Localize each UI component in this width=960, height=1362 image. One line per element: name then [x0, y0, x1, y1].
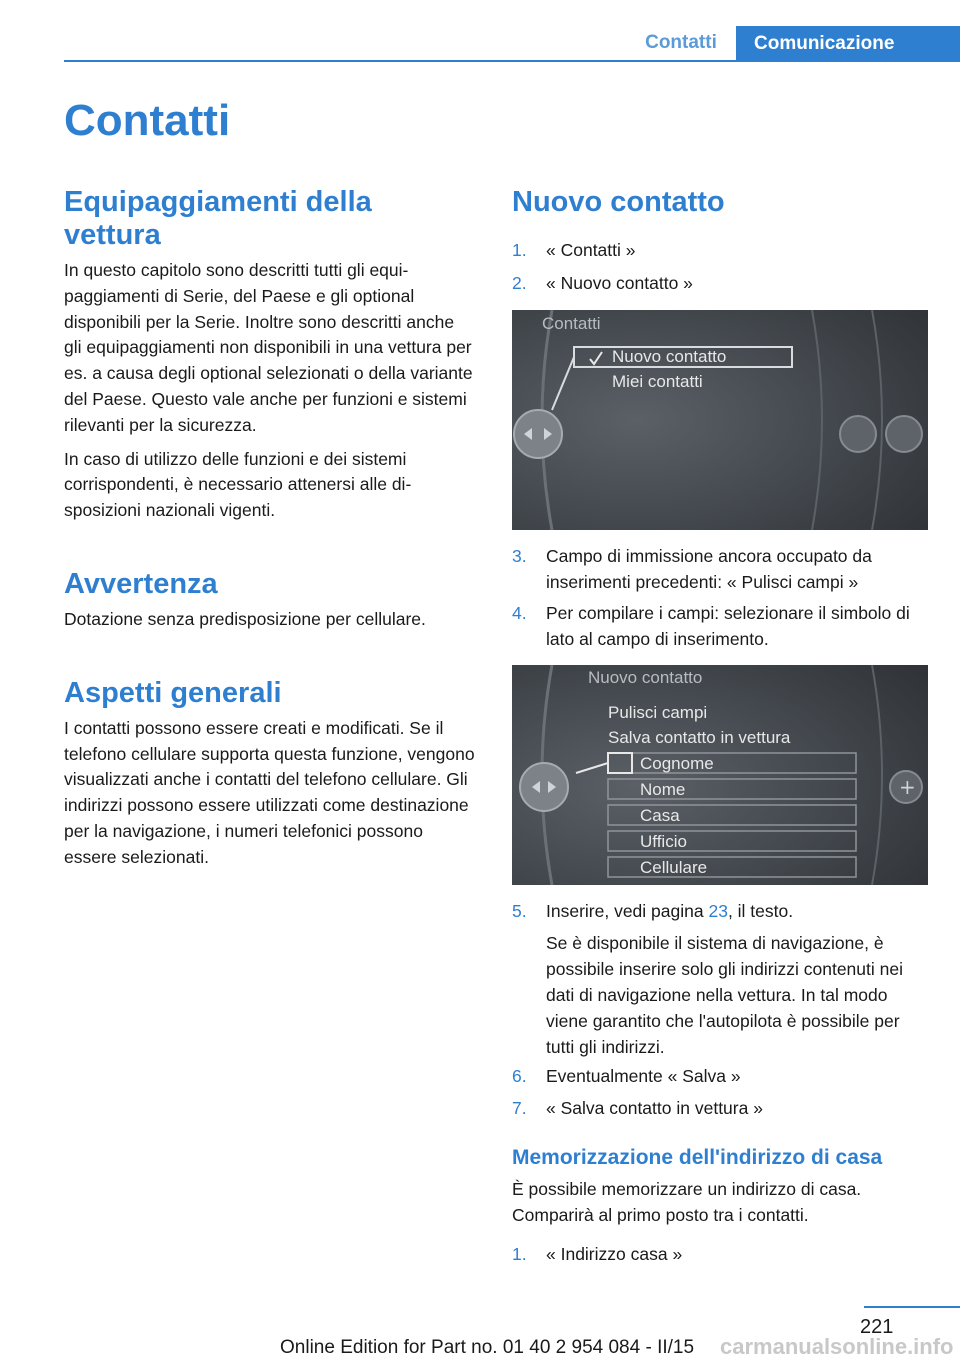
- screen-menu-item-salva-contatto[interactable]: Salva contatto in vettura: [608, 728, 791, 747]
- step-number: 7.: [512, 1098, 527, 1118]
- step-number: 5.: [512, 901, 527, 921]
- step-text: « Nuovo contatto »: [546, 273, 693, 293]
- paragraph-indirizzo-casa: È possibile memorizzare un indirizzo di casa. Comparirà al primo posto tra i contatti.: [512, 1179, 862, 1225]
- left-column: [64, 186, 476, 871]
- screen-menu-item-pulisci-campi[interactable]: Pulisci campi: [608, 703, 708, 722]
- step-text: [546, 898, 928, 924]
- subsection-title-indirizzo-casa: Memorizzazione dell'indirizzo di casa: [512, 1146, 883, 1169]
- section-title-aspetti-generali: Aspetti generali: [64, 676, 282, 709]
- screen-field-casa[interactable]: Casa: [640, 806, 680, 825]
- screen-field-cognome[interactable]: Cognome: [640, 754, 714, 773]
- step-text-pre: Inserire, vedi pagina: [546, 901, 709, 921]
- screen-field-cellulare[interactable]: Cellulare: [640, 858, 708, 877]
- step-text-post: , il testo.: [727, 901, 794, 921]
- right-column: [512, 186, 928, 1286]
- screen-graphics: [512, 310, 928, 530]
- header-chapter-tab: Comunicazione: [736, 26, 960, 62]
- paragraph-equipaggiamenti: In questo capitolo sono descritti tutti gli equipaggiamenti di Serie, del Paese e gli optional disponibili per la Serie. Inoltre sono descritti anche gli equipaggiamenti non disponibili in una vettura per es. a causa degli optional selezionati o della variante del Paese. Questo vale anche per funzioni e sistemi rilevanti per la sicurezza.: [64, 260, 473, 435]
- footer-edition: Online Edition for Part no. 01 40 2 954 084 - II/15: [280, 1337, 695, 1358]
- header-rule: [64, 60, 960, 62]
- step-text: Per compilare i campi: selezionare il simbolo di lato al campo di inserimento.: [546, 603, 910, 649]
- header-section-label: Contatti: [645, 32, 717, 53]
- step-number: 1.: [512, 240, 527, 260]
- step-number: 6.: [512, 1066, 527, 1086]
- paragraph-disposizioni: In caso di utilizzo delle funzioni e dei sistemi corrispondenti, è necessario attenersi alle disposizioni nazionali vigenti.: [64, 448, 412, 521]
- screen-field-ufficio[interactable]: Ufficio: [640, 832, 687, 851]
- step-number: 1.: [512, 1244, 527, 1264]
- page-number: 221: [860, 1316, 894, 1338]
- footer-rule: [864, 1306, 960, 1308]
- idrive-screenshot-contatti: [512, 310, 928, 530]
- step-number: 4.: [512, 603, 527, 623]
- step-number: 3.: [512, 546, 527, 566]
- step-text: « Salva contatto in vettura »: [546, 1098, 763, 1118]
- step-note-text: Se è disponibile il sistema di navigazione, è possibile inserire solo gli indirizzi contenuti nei dati di navigazione nella vettura. In tal modo viene garantito che l'autopilota è possibile per tutti gli indirizzi.: [546, 933, 903, 1057]
- watermark: carmanualsonline.info: [720, 1334, 954, 1359]
- step-text: « Indirizzo casa »: [546, 1244, 683, 1264]
- page-title: Contatti: [64, 96, 231, 145]
- section-title-equipaggiamenti: Equipaggiamenti della vettura: [64, 186, 372, 251]
- section-title-nuovo-contatto: Nuovo contatto: [512, 186, 725, 218]
- page-reference-link[interactable]: 23: [708, 901, 728, 921]
- screen-title: Nuovo contatto: [588, 668, 703, 687]
- step-text: « Contatti »: [546, 240, 636, 260]
- step-text: Eventualmente « Salva »: [546, 1066, 741, 1086]
- paragraph-avvertenza: Dotazione senza predisposizione per cellulare.: [64, 608, 426, 629]
- screen-menu-item-miei-contatti[interactable]: Miei contatti: [612, 372, 703, 391]
- svg-text:+: +: [899, 775, 916, 799]
- paragraph-aspetti-generali: I contatti possono essere creati e modificati. Se il telefono cellulare supporta questa funzione, vengono visualizzati anche i contatti del telefono cellulare. Gli indirizzi possono essere utilizzati come destinazione per la navigazione, i numeri telefonici possono essere selezionati.: [64, 717, 475, 867]
- step-number: 2.: [512, 273, 527, 293]
- screen-graphics: [512, 665, 928, 885]
- screen-menu-item-nuovo-contatto[interactable]: Nuovo contatto: [612, 347, 727, 366]
- screen-title: Contatti: [542, 314, 601, 333]
- screen-field-nome[interactable]: Nome: [640, 780, 686, 799]
- idrive-screenshot-nuovo-contatto: [512, 665, 928, 885]
- section-title-avvertenza: Avvertenza: [64, 567, 218, 600]
- step-text: Campo di immissione ancora occupato da inserimenti precedenti: « Pulisci campi »: [546, 546, 872, 592]
